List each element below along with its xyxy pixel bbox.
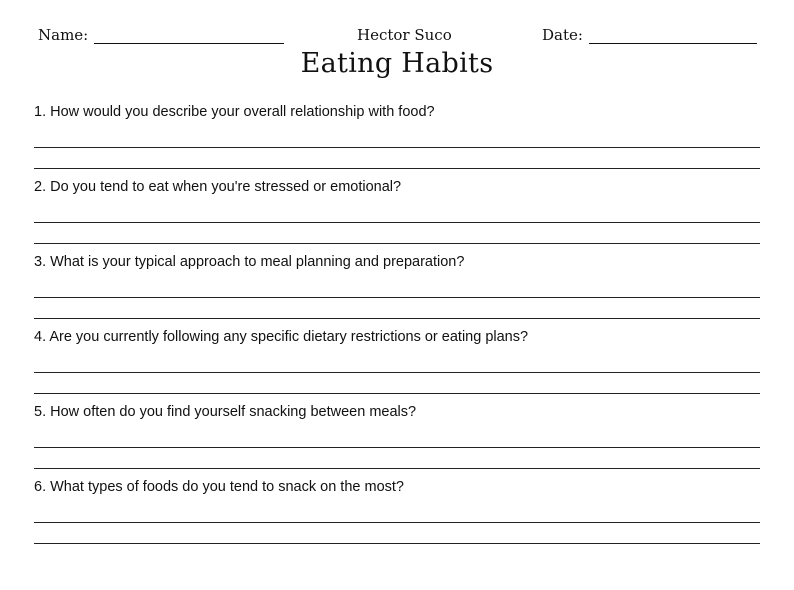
answer-line[interactable] bbox=[34, 543, 760, 544]
answer-line[interactable] bbox=[34, 168, 760, 169]
question-text: 2. Do you tend to eat when you're stressed or emotional? bbox=[34, 179, 402, 195]
worksheet-header bbox=[0, 26, 794, 48]
answer-line[interactable] bbox=[34, 468, 760, 469]
date-label: Date: bbox=[542, 26, 583, 44]
date-field bbox=[542, 26, 757, 44]
answer-line[interactable] bbox=[34, 222, 760, 223]
answer-line[interactable] bbox=[34, 243, 760, 244]
question-item bbox=[34, 252, 760, 327]
question-list bbox=[34, 102, 760, 552]
answer-line[interactable] bbox=[34, 393, 760, 394]
name-blank-line[interactable] bbox=[94, 29, 284, 44]
answer-line[interactable] bbox=[34, 297, 760, 298]
question-text: 1. How would you describe your overall relationship with food? bbox=[34, 104, 435, 120]
question-item bbox=[34, 402, 760, 477]
worksheet-title: Eating Habits bbox=[300, 48, 494, 79]
date-blank-line[interactable] bbox=[589, 29, 757, 44]
answer-line[interactable] bbox=[34, 147, 760, 148]
student-name: Hector Suco bbox=[357, 26, 452, 44]
question-text: 5. How often do you find yourself snacking between meals? bbox=[34, 404, 417, 420]
question-text: 6. What types of foods do you tend to snack on the most? bbox=[34, 479, 404, 495]
question-item bbox=[34, 102, 760, 177]
name-label: Name: bbox=[38, 26, 89, 44]
answer-line[interactable] bbox=[34, 318, 760, 319]
question-text: 3. What is your typical approach to meal planning and preparation? bbox=[34, 254, 465, 270]
answer-line[interactable] bbox=[34, 447, 760, 448]
question-item bbox=[34, 477, 760, 552]
answer-line[interactable] bbox=[34, 522, 760, 523]
question-item bbox=[34, 177, 760, 252]
answer-line[interactable] bbox=[34, 372, 760, 373]
name-field bbox=[38, 26, 284, 44]
question-text: 4. Are you currently following any specific dietary restrictions or eating plans? bbox=[34, 329, 529, 345]
question-item bbox=[34, 327, 760, 402]
